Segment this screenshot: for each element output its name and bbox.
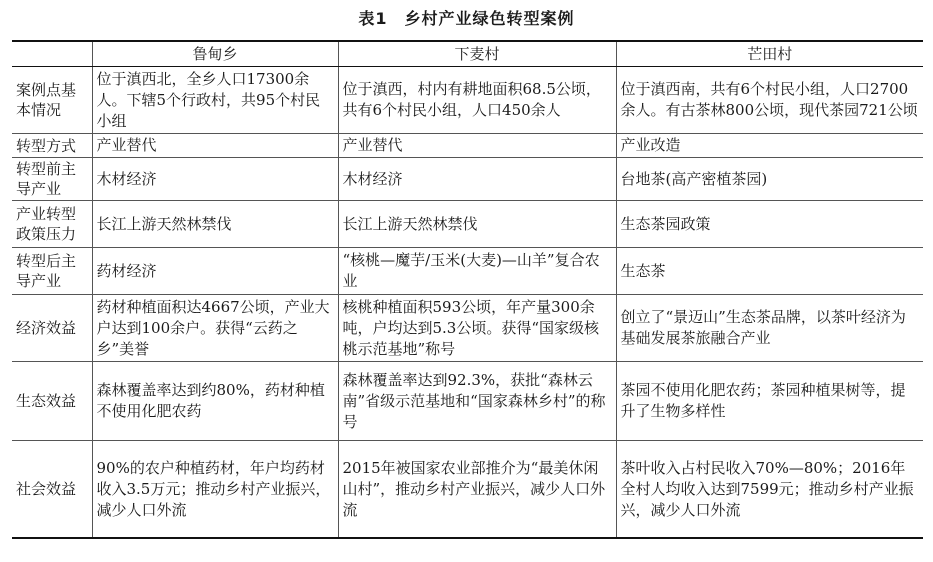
table-row xyxy=(12,158,923,201)
table-cell: 生态茶园政策 xyxy=(616,201,923,248)
table-cell: 长江上游天然林禁伐 xyxy=(338,201,616,248)
table-cell: 森林覆盖率达到约80%，药材种植不使用化肥农药 xyxy=(92,362,338,441)
table-cell: 位于滇西北，全乡人口17300余人。下辖5个行政村，共95个村民小组 xyxy=(92,67,338,134)
header-xiamai: 下麦村 xyxy=(338,41,616,67)
table-cell: 森林覆盖率达到92.3%，获批“森林云南”省级示范基地和“国家森林乡村”的称号 xyxy=(338,362,616,441)
table-cell: 茶园不使用化肥农药；茶园种植果树等，提升了生物多样性 xyxy=(616,362,923,441)
table-cell: 药材种植面积达4667公顷，产业大户达到100余户。获得“云药之乡”美誉 xyxy=(92,295,338,362)
table-cell: 木材经济 xyxy=(338,158,616,201)
case-table xyxy=(12,40,923,539)
table-cell: 核桃种植面积593公顷，年产量300余吨，户均达到5.3公顷。获得“国家级核桃示范基地”称号 xyxy=(338,295,616,362)
table-row xyxy=(12,248,923,295)
table-row xyxy=(12,201,923,248)
table-row xyxy=(12,134,923,158)
table-cell: 生态茶 xyxy=(616,248,923,295)
header-ludian: 鲁甸乡 xyxy=(92,41,338,67)
table-cell: 药材经济 xyxy=(92,248,338,295)
table-cell: 产业替代 xyxy=(338,134,616,158)
row-label: 案例点基本情况 xyxy=(12,67,92,134)
table-cell: 长江上游天然林禁伐 xyxy=(92,201,338,248)
table-caption: 表1 乡村产业绿色转型案例 xyxy=(358,9,575,28)
table-cell: 2015年被国家农业部推介为“最美休闲山村”，推动乡村产业振兴，减少人口外流 xyxy=(338,441,616,539)
table-row xyxy=(12,362,923,441)
table-cell: 产业替代 xyxy=(92,134,338,158)
row-label: 生态效益 xyxy=(12,362,92,441)
table-row xyxy=(12,441,923,539)
table-cell: 90%的农户种植药材，年户均药材收入3.5万元；推动乡村产业振兴，减少人口外流 xyxy=(92,441,338,539)
table-row xyxy=(12,295,923,362)
table-cell: 产业改造 xyxy=(616,134,923,158)
table-cell: 创立了“景迈山”生态茶品牌，以茶叶经济为基础发展茶旅融合产业 xyxy=(616,295,923,362)
table-cell: “核桃—魔芋/玉米(大麦)—山羊”复合农业 xyxy=(338,248,616,295)
row-label: 产业转型政策压力 xyxy=(12,201,92,248)
table-cell: 台地茶(高产密植茶园) xyxy=(616,158,923,201)
header-corner xyxy=(12,41,92,67)
table-cell: 位于滇西南，共有6个村民小组，人口2700余人。有古茶林800公顷，现代茶园721公顷 xyxy=(616,67,923,134)
row-label: 转型前主导产业 xyxy=(12,158,92,201)
row-label: 转型方式 xyxy=(12,134,92,158)
table-cell: 位于滇西，村内有耕地面积68.5公顷，共有6个村民小组，人口450余人 xyxy=(338,67,616,134)
table-row xyxy=(12,67,923,134)
table-cell: 茶叶收入占村民收入70%—80%；2016年全村人均收入达到7599元；推动乡村产业振兴，减少人口外流 xyxy=(616,441,923,539)
row-label: 转型后主导产业 xyxy=(12,248,92,295)
row-label: 经济效益 xyxy=(12,295,92,362)
table-header-row xyxy=(12,41,923,67)
table-cell: 木材经济 xyxy=(92,158,338,201)
header-mangtian: 芒田村 xyxy=(616,41,923,67)
row-label: 社会效益 xyxy=(12,441,92,539)
